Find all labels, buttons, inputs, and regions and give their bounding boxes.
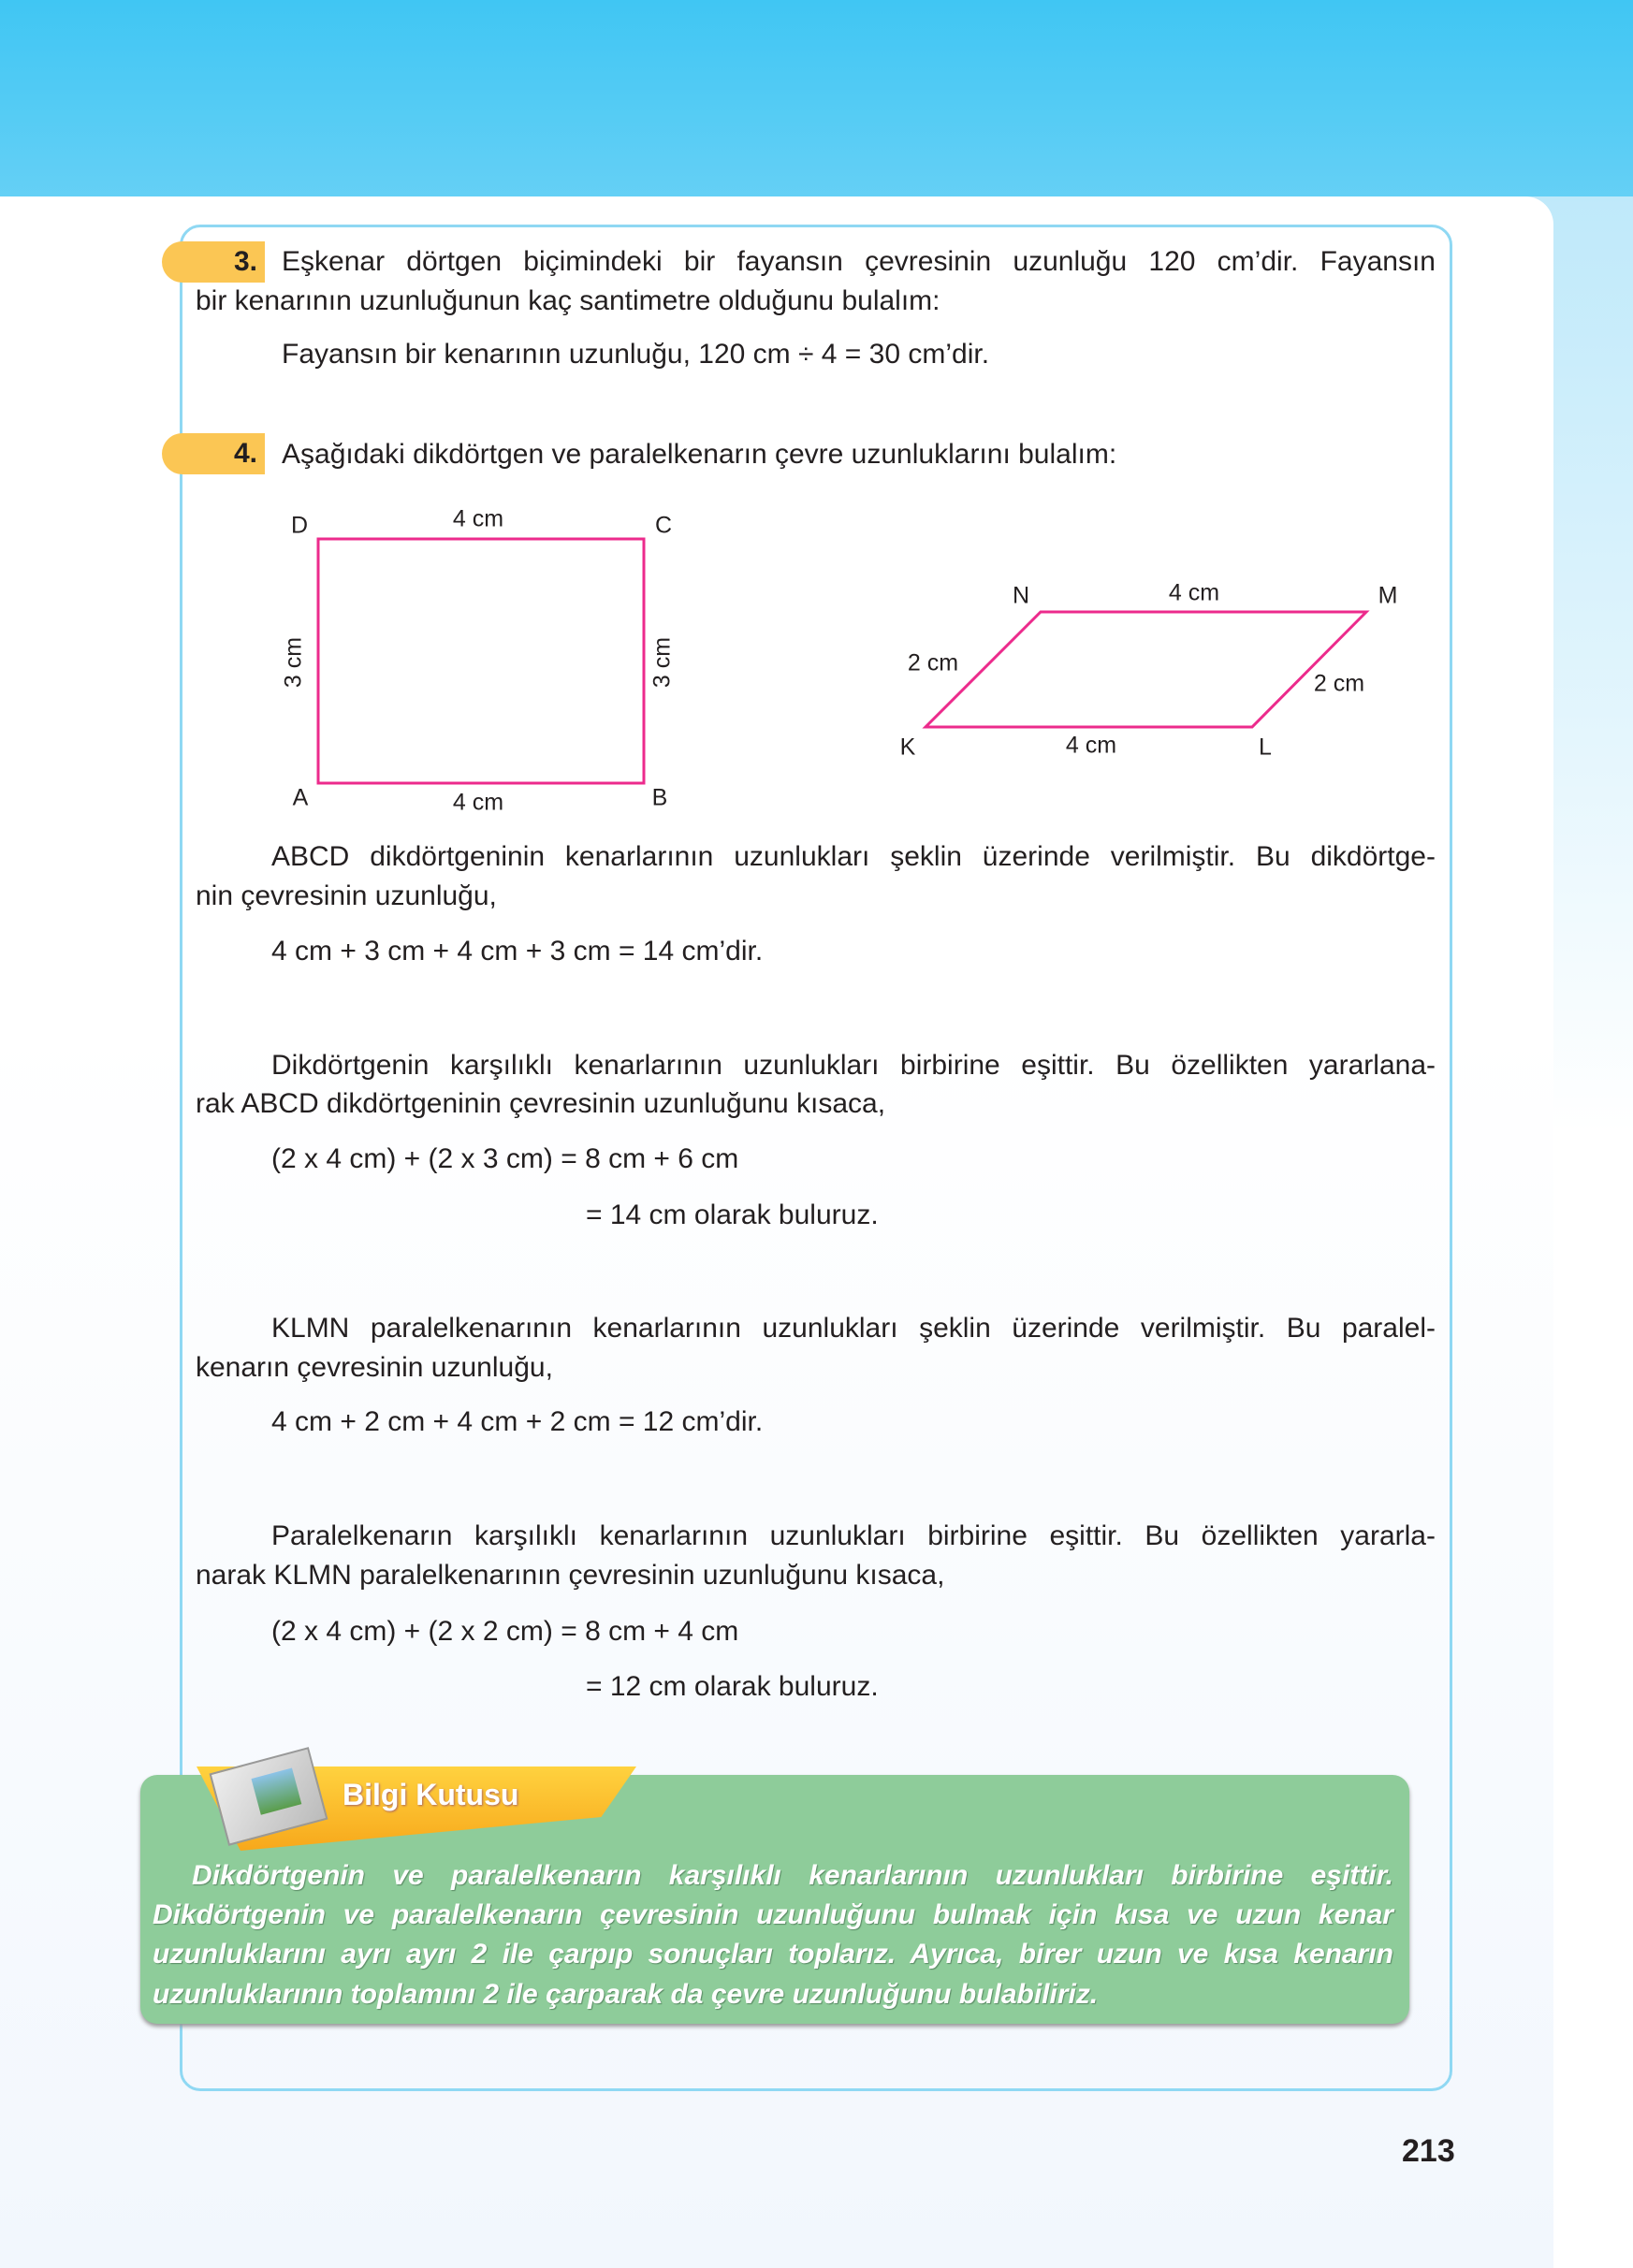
page-number: 213 bbox=[1402, 2133, 1455, 2169]
vertex-m: M bbox=[1378, 582, 1398, 609]
info-line1: Dikdörtgenin ve paralelkenarın karşılıklı kenarlarının uzunlukları birbirine eşittir. bbox=[192, 1860, 1393, 1891]
vertex-d: D bbox=[290, 512, 309, 539]
p1-line1: ABCD dikdörtgeninin kenarlarının uzunlukları şeklin üzerinde verilmiştir. Bu dikdörtge- bbox=[271, 841, 1436, 872]
q3-line1: Eşkenar dörtgen biçimindeki bir fayansın çevresinin uzunluğu 120 cm’dir. Fayansın bbox=[282, 246, 1436, 277]
rect-right-length: 3 cm bbox=[649, 636, 676, 689]
question-4-badge: 4. bbox=[162, 433, 265, 474]
info-title: Bilgi Kutusu bbox=[343, 1778, 519, 1811]
p2-line2: rak ABCD dikdörtgeninin çevresinin uzunluğunu kısaca, bbox=[196, 1088, 886, 1119]
rect-top-length: 4 cm bbox=[452, 505, 504, 532]
p1-equation: 4 cm + 3 cm + 4 cm + 3 cm = 14 cm’dir. bbox=[271, 936, 764, 967]
q3-line2: bir kenarının uzunluğunun kaç santimetre olduğunu bulalım: bbox=[196, 285, 940, 316]
vertex-k: K bbox=[899, 734, 916, 761]
p4-line1: Paralelkenarın karşılıklı kenarlarının uzunlukları birbirine eşittir. Bu özellikten yararla- bbox=[271, 1520, 1436, 1551]
vertex-a: A bbox=[292, 784, 309, 811]
para-top-length: 4 cm bbox=[1168, 579, 1220, 606]
vertex-n: N bbox=[1012, 582, 1030, 609]
info-line3: uzunluklarını ayrı ayrı 2 ile çarpıp sonuçları toplarız. Ayrıca, birer uzun ve kısa kenarın bbox=[153, 1939, 1393, 1970]
p3-equation: 4 cm + 2 cm + 4 cm + 2 cm = 12 cm’dir. bbox=[271, 1406, 764, 1437]
shapes bbox=[0, 0, 1633, 936]
p3-line2: kenarın çevresinin uzunluğu, bbox=[196, 1352, 553, 1383]
q3-answer: Fayansın bir kenarının uzunluğu, 120 cm ÷ 4 = 30 cm’dir. bbox=[282, 339, 990, 370]
para-bottom-length: 4 cm bbox=[1065, 732, 1117, 759]
info-line2: Dikdörtgenin ve paralelkenarın çevresinin uzunluğunu bulmak için kısa ve uzun kenar bbox=[153, 1899, 1393, 1930]
rect-bottom-length: 4 cm bbox=[452, 789, 504, 816]
para-left-length: 2 cm bbox=[907, 649, 959, 676]
para-right-length: 2 cm bbox=[1313, 670, 1365, 697]
vertex-c: C bbox=[654, 512, 673, 539]
p2-equation-2: = 14 cm olarak buluruz. bbox=[586, 1199, 879, 1230]
question-3-badge: 3. bbox=[162, 241, 265, 283]
rectangle-abcd bbox=[318, 539, 644, 783]
p4-equation-1: (2 x 4 cm) + (2 x 2 cm) = 8 cm + 4 cm bbox=[271, 1616, 739, 1647]
rect-left-length: 3 cm bbox=[280, 636, 307, 689]
info-line4: uzunluklarının toplamını 2 ile çarparak da çevre uzunluğunu bulabiliriz. bbox=[153, 1979, 1099, 2010]
vertex-b: B bbox=[651, 784, 668, 811]
vertex-l: L bbox=[1259, 734, 1272, 761]
p4-equation-2: = 12 cm olarak buluruz. bbox=[586, 1671, 879, 1702]
q4-title: Aşağıdaki dikdörtgen ve paralelkenarın çevre uzunluklarını bulalım: bbox=[282, 439, 1117, 470]
p2-line1: Dikdörtgenin karşılıklı kenarlarının uzunlukları birbirine eşittir. Bu özellikten yararlana- bbox=[271, 1050, 1436, 1081]
p4-line2: narak KLMN paralelkenarının çevresinin uzunluğunu kısaca, bbox=[196, 1560, 945, 1591]
parallelogram-klmn bbox=[926, 612, 1366, 727]
p3-line1: KLMN paralelkenarının kenarlarının uzunlukları şeklin üzerinde verilmiştir. Bu paralel- bbox=[271, 1313, 1436, 1344]
p2-equation-1: (2 x 4 cm) + (2 x 3 cm) = 8 cm + 6 cm bbox=[271, 1143, 739, 1174]
p1-line2: nin çevresinin uzunluğu, bbox=[196, 880, 497, 911]
